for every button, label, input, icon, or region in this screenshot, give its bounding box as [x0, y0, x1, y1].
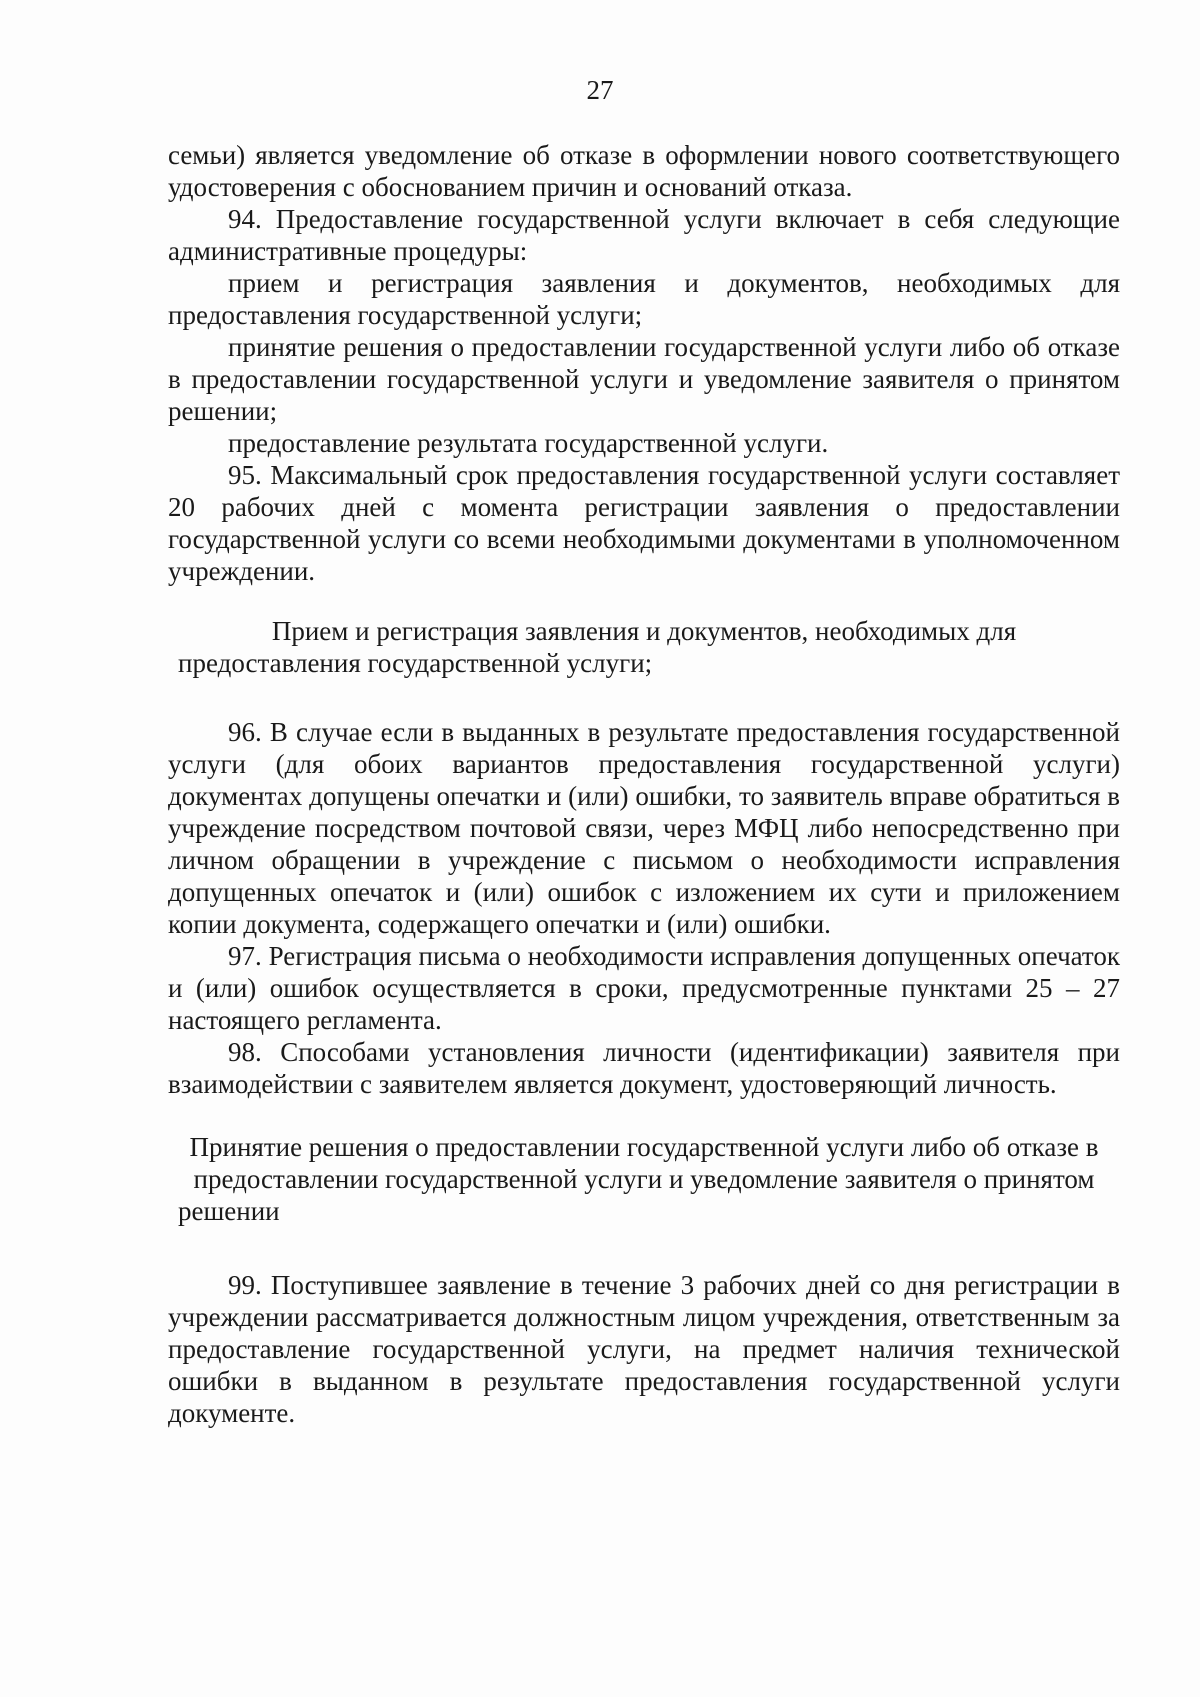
paragraph-94-item-b: принятие решения о предоставлении государственной услуги либо об отказе в предоставлении государственной услуги и уведомление заявителя о принятом решении;	[168, 332, 1120, 426]
paragraph-99: 99. Поступившее заявление в течение 3 рабочих дней со дня регистрации в учреждении рассматривается должностным лицом учреждения, ответственным за предоставление государственной услуги, на предмет наличия технической ошибки в выданном в результате предоставления государственной услуги документе.	[168, 1270, 1120, 1428]
paragraph-97: 97. Регистрация письма о необходимости исправления допущенных опечаток и (или) ошибок осуществляется в сроки, предусмотренные пунктами 25 – 27 настоящего регламента.	[168, 941, 1120, 1035]
spacer	[168, 1100, 1120, 1131]
section-heading-2: Принятие решения о предоставлении государственной услуги либо об отказе в предоставлении государственной услуги и уведомление заявителя о принятом решении	[178, 1132, 1099, 1226]
paragraph-94-item-a: прием и регистрация заявления и документов, необходимых для предоставления государственной услуги;	[168, 268, 1120, 330]
section-heading-1: Прием и регистрация заявления и документов, необходимых для предоставления государственной услуги;	[178, 616, 1017, 678]
paragraph-98: 98. Способами установления личности (идентификации) заявителя при взаимодействии с заявителем является документ, удостоверяющий личность.	[168, 1037, 1120, 1099]
spacer	[168, 587, 1120, 615]
paragraph-94-item-c: предоставление результата государственной услуги.	[228, 428, 829, 458]
paragraph-95: 95. Максимальный срок предоставления государственной услуги составляет 20 рабочих дней с момента регистрации заявления о предоставлении государственной услуги со всеми необходимыми документами в уполномоченном учреждении.	[168, 460, 1120, 586]
spacer	[168, 1227, 1120, 1269]
paragraph-continuation: семьи) является уведомление об отказе в оформлении нового соответствующего удостоверения с обоснованием причин и оснований отказа.	[168, 140, 1120, 202]
paragraph-94: 94. Предоставление государственной услуги включает в себя следующие административные процедуры:	[168, 204, 1120, 266]
page-number: 27	[586, 75, 614, 105]
document-body	[168, 139, 1120, 1429]
spacer	[168, 679, 1120, 716]
paragraph-96: 96. В случае если в выданных в результате предоставления государственной услуги (для обоих вариантов предоставления государственной услуги) документах допущены опечатки и (или) ошибки, то заявитель вправе обратиться в учреждение посредством почтовой связи, через МФЦ либо непосредственно при личном обращении в учреждение с письмом о необходимости исправления допущенных опечаток и (или) ошибок с изложением их сути и приложением копии документа, содержащего опечатки и (или) ошибки.	[168, 717, 1120, 939]
